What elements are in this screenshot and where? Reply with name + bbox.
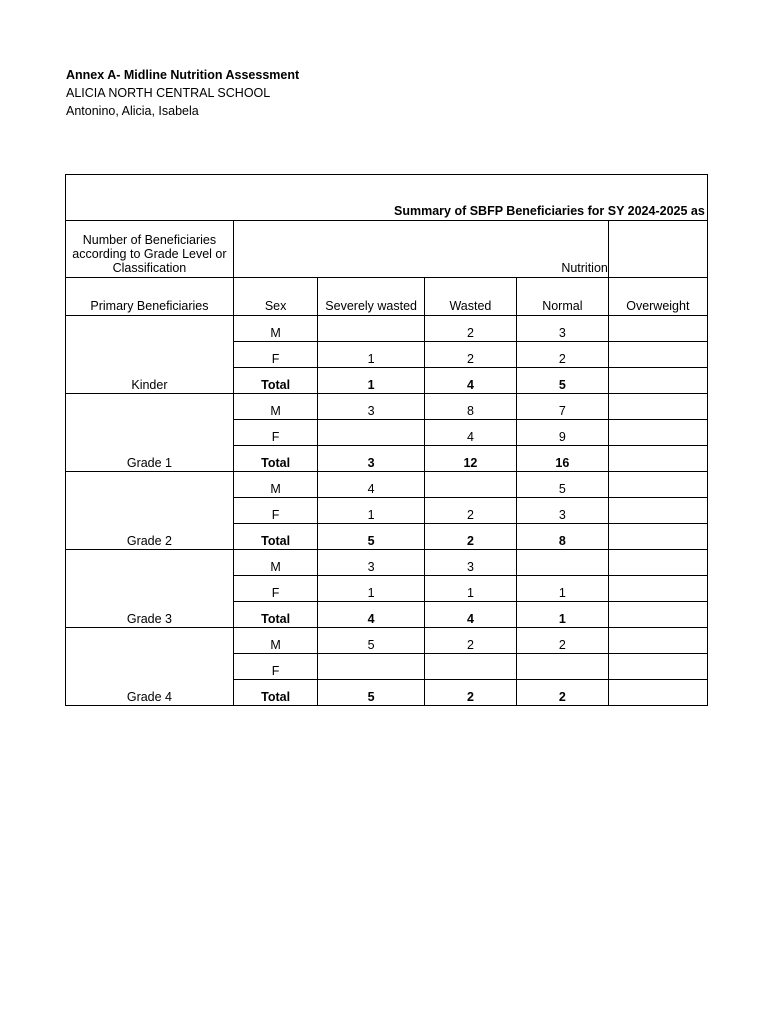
overweight-cell	[608, 472, 707, 498]
sex-cell: M	[233, 472, 317, 498]
overweight-cell	[608, 342, 707, 368]
overweight-cell	[608, 680, 707, 706]
wasted-cell: 4	[425, 368, 517, 394]
severely-wasted-cell: 3	[318, 446, 425, 472]
wasted-cell	[425, 472, 517, 498]
sex-cell: Total	[233, 446, 317, 472]
sex-cell: Total	[233, 680, 317, 706]
wasted-cell: 4	[425, 420, 517, 446]
summary-title-cell	[66, 175, 708, 221]
overweight-cell	[608, 446, 707, 472]
col-severely-wasted: Severely wasted	[318, 278, 425, 316]
normal-cell	[516, 550, 608, 576]
normal-cell: 1	[516, 576, 608, 602]
overweight-cell	[608, 654, 707, 680]
normal-cell: 2	[516, 628, 608, 654]
sex-cell: F	[233, 498, 317, 524]
col-primary-beneficiaries: Primary Beneficiaries	[66, 278, 234, 316]
table-row	[66, 316, 708, 342]
normal-cell: 8	[516, 524, 608, 550]
table-row	[66, 394, 708, 420]
school-address: Antonino, Alicia, Isabela	[66, 104, 199, 118]
sex-cell: M	[233, 394, 317, 420]
normal-cell: 7	[516, 394, 608, 420]
nutrition-heading-cell	[233, 221, 608, 278]
severely-wasted-cell: 4	[318, 602, 425, 628]
sex-cell: F	[233, 654, 317, 680]
grade-level-cell: Grade 4	[66, 628, 234, 706]
sheet-viewport	[65, 174, 705, 704]
nutrition-heading: Nutrition	[561, 261, 608, 275]
normal-cell: 2	[516, 680, 608, 706]
wasted-cell: 12	[425, 446, 517, 472]
wasted-cell: 2	[425, 680, 517, 706]
overweight-cell	[608, 524, 707, 550]
sex-cell: M	[233, 628, 317, 654]
normal-cell: 1	[516, 602, 608, 628]
sex-cell: F	[233, 420, 317, 446]
grade-level-cell: Grade 2	[66, 472, 234, 550]
school-name: ALICIA NORTH CENTRAL SCHOOL	[66, 86, 271, 100]
wasted-cell: 2	[425, 524, 517, 550]
sex-cell: F	[233, 576, 317, 602]
overweight-cell	[608, 394, 707, 420]
normal-cell: 9	[516, 420, 608, 446]
wasted-cell	[425, 654, 517, 680]
wasted-cell: 4	[425, 602, 517, 628]
grade-level-cell: Grade 1	[66, 394, 234, 472]
table-row	[66, 550, 708, 576]
col-normal: Normal	[516, 278, 608, 316]
nutrition-heading-overflow	[608, 221, 707, 278]
severely-wasted-cell: 4	[318, 472, 425, 498]
overweight-cell	[608, 628, 707, 654]
severely-wasted-cell: 5	[318, 524, 425, 550]
sex-cell: Total	[233, 524, 317, 550]
severely-wasted-cell	[318, 316, 425, 342]
wasted-cell: 2	[425, 342, 517, 368]
sex-cell: M	[233, 550, 317, 576]
severely-wasted-cell: 3	[318, 394, 425, 420]
normal-cell	[516, 654, 608, 680]
number-heading: Number of Beneficiaries according to Grade Level or Classification	[66, 221, 234, 278]
col-sex: Sex	[233, 278, 317, 316]
annex-title: Annex A- Midline Nutrition Assessment	[66, 68, 300, 82]
document-header	[66, 66, 299, 120]
normal-cell: 16	[516, 446, 608, 472]
overweight-cell	[608, 602, 707, 628]
severely-wasted-cell: 1	[318, 368, 425, 394]
severely-wasted-cell: 5	[318, 628, 425, 654]
wasted-cell: 1	[425, 576, 517, 602]
wasted-cell: 8	[425, 394, 517, 420]
normal-cell: 2	[516, 342, 608, 368]
wasted-cell: 2	[425, 316, 517, 342]
overweight-cell	[608, 368, 707, 394]
overweight-cell	[608, 420, 707, 446]
overweight-cell	[608, 498, 707, 524]
severely-wasted-cell	[318, 654, 425, 680]
normal-cell: 5	[516, 368, 608, 394]
wasted-cell: 2	[425, 498, 517, 524]
col-overweight: Overweight	[608, 278, 707, 316]
wasted-cell: 2	[425, 628, 517, 654]
overweight-cell	[608, 576, 707, 602]
severely-wasted-cell: 1	[318, 498, 425, 524]
table-row	[66, 628, 708, 654]
normal-cell: 3	[516, 316, 608, 342]
sex-cell: F	[233, 342, 317, 368]
column-header-row	[66, 278, 708, 316]
normal-cell: 3	[516, 498, 608, 524]
col-wasted: Wasted	[425, 278, 517, 316]
severely-wasted-cell: 1	[318, 576, 425, 602]
sex-cell: Total	[233, 602, 317, 628]
severely-wasted-cell: 5	[318, 680, 425, 706]
wasted-cell: 3	[425, 550, 517, 576]
grade-level-cell: Grade 3	[66, 550, 234, 628]
summary-title: Summary of SBFP Beneficiaries for SY 2024-2025 as	[394, 204, 705, 218]
sbfp-summary-table	[65, 174, 708, 706]
severely-wasted-cell: 1	[318, 342, 425, 368]
severely-wasted-cell: 3	[318, 550, 425, 576]
normal-cell: 5	[516, 472, 608, 498]
sex-cell: M	[233, 316, 317, 342]
grade-level-cell: Kinder	[66, 316, 234, 394]
table-row	[66, 472, 708, 498]
overweight-cell	[608, 550, 707, 576]
sex-cell: Total	[233, 368, 317, 394]
severely-wasted-cell	[318, 420, 425, 446]
overweight-cell	[608, 316, 707, 342]
